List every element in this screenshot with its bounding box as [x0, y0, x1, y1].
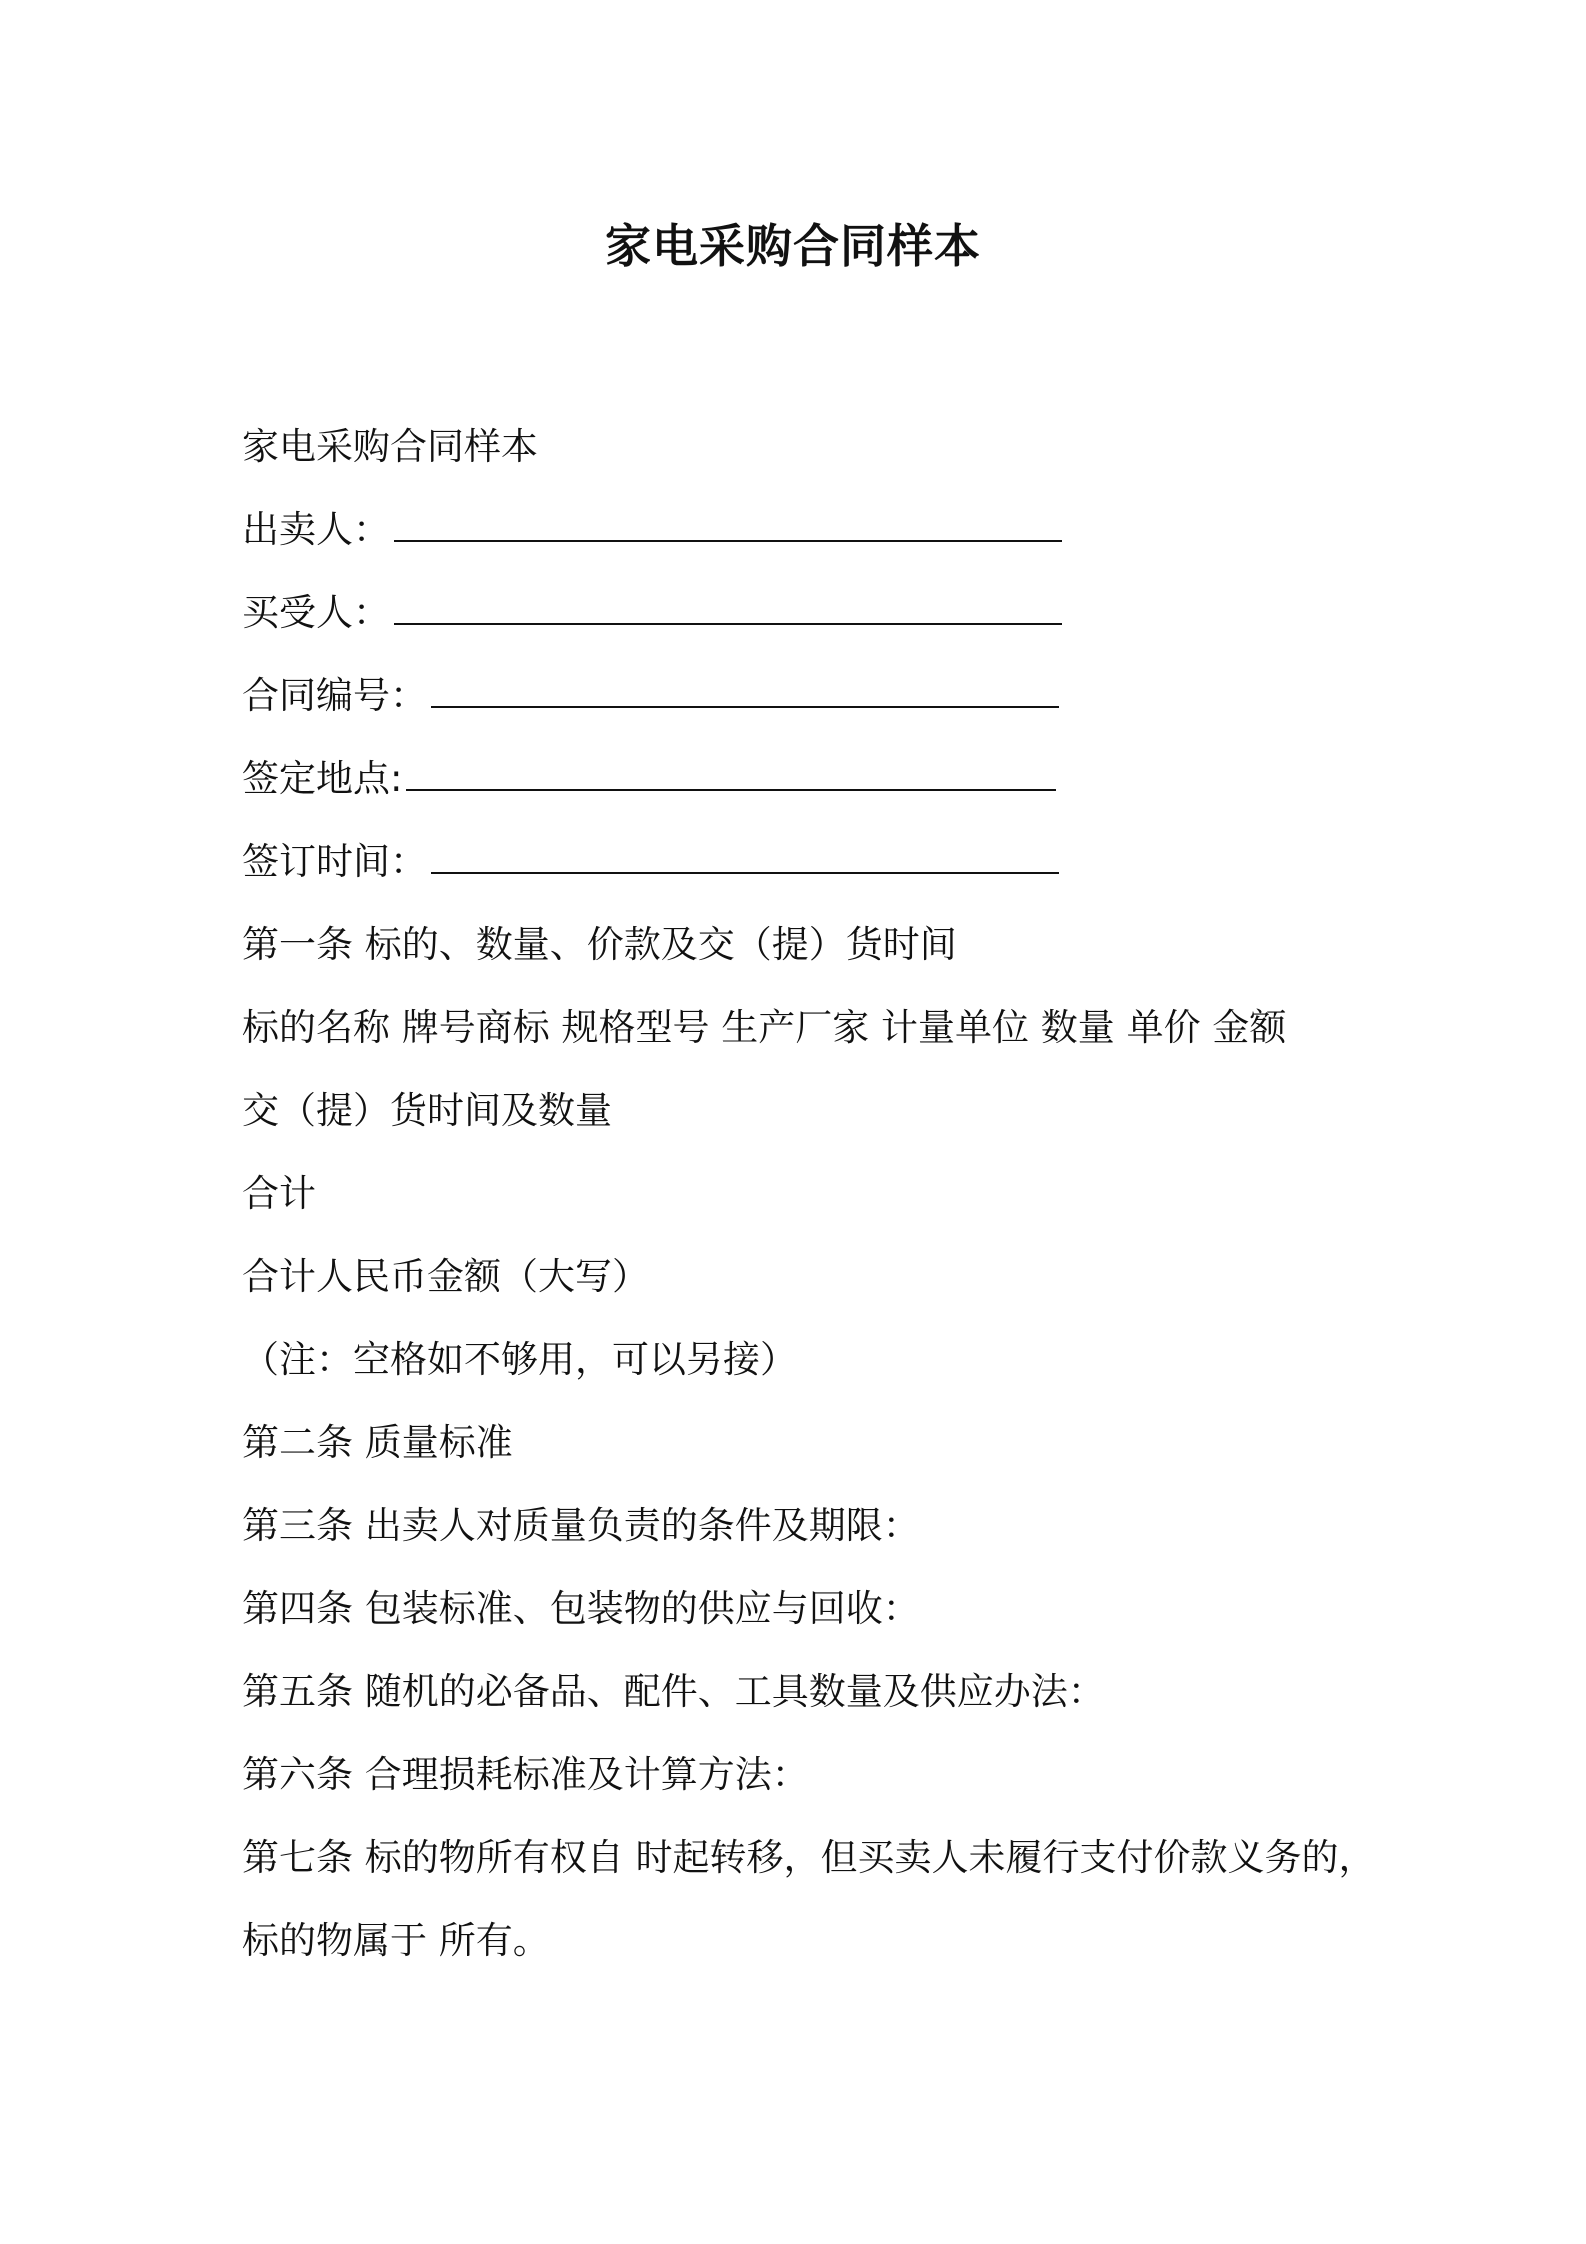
article-6: 第六条 合理损耗标准及计算方法： — [242, 1753, 809, 1796]
article-1: 第一条 标的、数量、价款及交（提）货时间 — [242, 923, 957, 966]
article-2: 第二条 质量标准 — [242, 1421, 513, 1464]
buyer-label: 买受人： — [242, 591, 390, 634]
article-5: 第五条 随机的必备品、配件、工具数量及供应办法： — [242, 1670, 1105, 1713]
seller-field — [242, 488, 1402, 571]
signing-place-field — [242, 737, 1402, 820]
total-rmb-line: 合计人民币金额（大写） — [242, 1255, 649, 1298]
contract-number-field — [242, 654, 1402, 737]
article-3: 第三条 出卖人对质量负责的条件及期限： — [242, 1504, 920, 1547]
total-line: 合计 — [242, 1172, 316, 1215]
article-7-line-2: 标的物属于 所有。 — [242, 1919, 550, 1962]
buyer-blank — [394, 597, 1062, 625]
document-subtitle: 家电采购合同样本 — [242, 425, 538, 468]
note-line: （注：空格如不够用，可以另接） — [242, 1338, 797, 1381]
document-title: 家电采购合同样本 — [605, 219, 981, 273]
article-4: 第四条 包装标准、包装物的供应与回收： — [242, 1587, 920, 1630]
signing-time-field — [242, 820, 1402, 903]
seller-blank — [394, 514, 1062, 542]
table-header-line: 标的名称 牌号商标 规格型号 生产厂家 计量单位 数量 单价 金额 — [242, 1006, 1287, 1049]
document-body — [242, 405, 1402, 1982]
buyer-field — [242, 571, 1402, 654]
article-7-line-1: 第七条 标的物所有权自 时起转移，但买卖人未履行支付价款义务的， — [242, 1836, 1376, 1879]
contract-number-label: 合同编号： — [242, 674, 427, 717]
signing-time-label: 签订时间： — [242, 840, 427, 883]
seller-label: 出卖人： — [242, 508, 390, 551]
signing-place-blank — [406, 763, 1056, 791]
contract-number-blank — [431, 680, 1059, 708]
signing-time-blank — [431, 846, 1059, 874]
delivery-line: 交（提）货时间及数量 — [242, 1089, 612, 1132]
signing-place-label: 签定地点: — [242, 757, 403, 800]
